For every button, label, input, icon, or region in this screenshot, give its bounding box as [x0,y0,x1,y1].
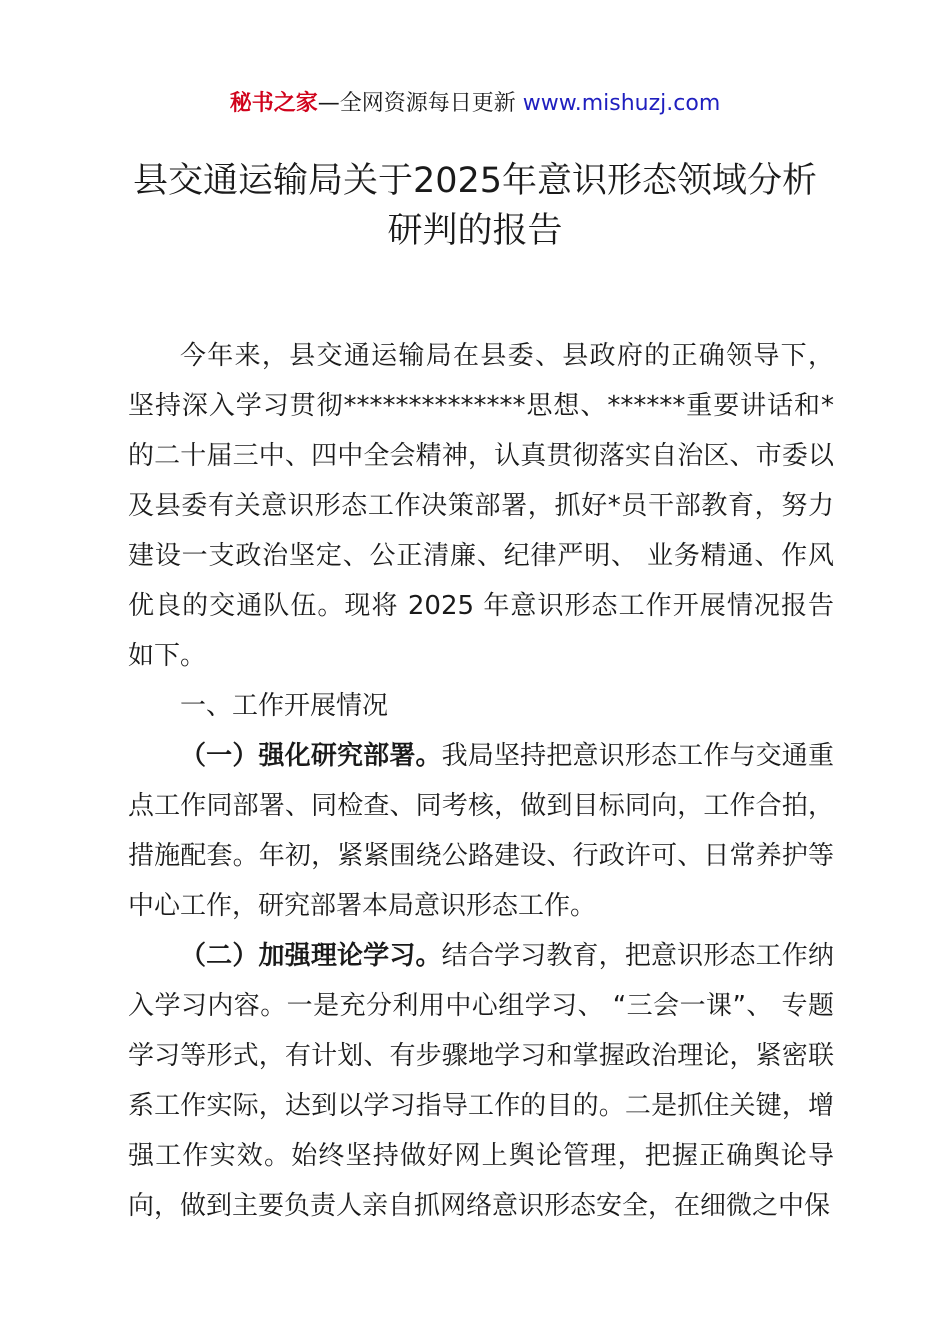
site-header [0,88,950,120]
title-line-2: 研判的报告 [387,211,563,251]
site-url-link[interactable]: www.mishuzj.com [522,91,721,116]
paragraph-text: 今年来，县交通运输局在县委、县政府的正确领导下， 坚持深入学习贯彻**************思想、******重要讲话和*的二十届三中、四中全会精神，认真贯彻落实自治区、市委以及县委有关意识形态工作决策部署，抓好*员干部教育，努力建设一支政治坚定、公正清廉、纪律严明、 业务精通、作风优良的交通队伍。现将 2025 年意识形态工作开展情况报告如下。 [128,341,834,671]
paragraph-text: 结合学习教育，把意识形态工作纳入学习内容。一是充分利用中心组学习、 “三会一课”、 专题学习等形式，有计划、有步骤地学习和掌握政治理论，紧密联系工作实际，达到以学习指导工作的目的。二是抓住关键，增强工作实效。始终坚持做好网上舆论管理，把握正确舆论导向，做到主要负责人亲自抓网络意识形态安全，在细微之中保 [128,941,834,1221]
section-heading-text: 一、工作开展情况 [180,691,389,721]
paragraph-lead: （一）强化研究部署。 [180,741,442,771]
paragraph-lead: （二）加强理论学习。 [180,941,442,971]
site-brand: 秘书之家 [229,91,318,116]
paragraph-study [128,931,834,1231]
section-heading [128,681,834,731]
title-line-1: 县交通运输局关于2025年意识形态领域分析 [132,161,818,201]
paragraph-intro [128,331,834,681]
site-tagline: —全网资源每日更新 [317,91,516,116]
paragraph-research [128,731,834,931]
paragraph-text: 我局坚持把意识形态工作与交通重点工作同部署、同检查、同考核，做到目标同向，工作合拍，措施配套。年初，紧紧围绕公路建设、行政许可、日常养护等中心工作，研究部署本局意识形态工作。 [128,741,834,921]
document-title [0,156,950,256]
document-body [128,331,834,1231]
